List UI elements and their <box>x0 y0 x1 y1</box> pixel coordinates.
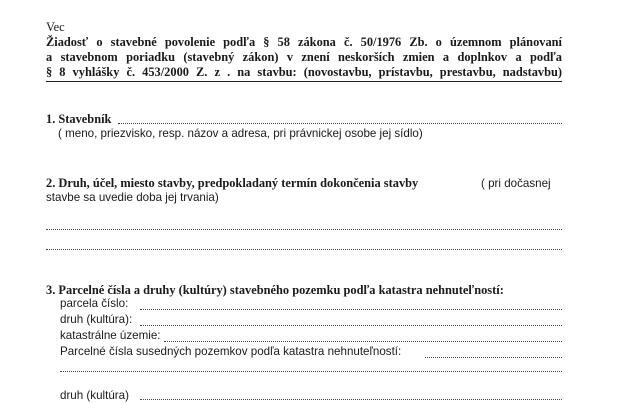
section-1-hint: ( meno, priezvisko, resp. názov a adresa, pri právnickej osobe jej sídlo) <box>58 127 423 140</box>
applicant-name-line[interactable] <box>118 123 562 124</box>
section-3-title: 3. Parcelné čísla a druhy (kultúry) stavebného pozemku podľa katastra nehnuteľností: <box>46 283 504 297</box>
section-1-title: 1. Stavebník <box>46 112 112 126</box>
subject-line-3: § 8 vyhlášky č. 453/2000 Z. z . na stavbu: (novostavbu, prístavbu, prestavbu, nadstavbu) <box>46 65 562 79</box>
section-2-hint-inline: ( pri dočasnej <box>481 177 551 190</box>
neighbor-parcels-line-2[interactable] <box>60 371 562 372</box>
construction-description-line-1[interactable] <box>46 229 562 230</box>
land-kind-field[interactable] <box>140 325 562 326</box>
section-2-title: 2. Druh, účel, miesto stavby, predpokladaný termín dokončenia stavby <box>46 176 419 190</box>
neighbor-parcels-field[interactable] <box>425 357 562 358</box>
parcel-number-field[interactable] <box>140 309 562 310</box>
subject-line-2: a stavebnom poriadku (stavebný zákon) v znení neskorších zmien a doplnkov a podľa <box>46 50 562 64</box>
subject-line-1: Žiadosť o stavebné povolenie podľa § 58 zákona č. 50/1976 Zb. o územnom plánovaní <box>46 35 562 49</box>
subject-label: Vec <box>46 20 65 34</box>
land-kind-repeat-label: druh (kultúra) <box>60 389 129 402</box>
cadastral-area-field[interactable] <box>164 341 562 342</box>
neighbor-parcels-label: Parcelné čísla susedných pozemkov podľa katastra nehnuteľností: <box>60 345 402 358</box>
section-2-hint-continued: stavbe sa uvedie doba jej trvania) <box>46 191 219 204</box>
cadastral-area-label: katastrálne územie: <box>60 329 161 342</box>
subject-underline <box>46 81 562 82</box>
parcel-number-label: parcela číslo: <box>60 297 129 310</box>
land-kind-label: druh (kultúra): <box>60 313 133 326</box>
construction-description-line-2[interactable] <box>46 249 562 250</box>
